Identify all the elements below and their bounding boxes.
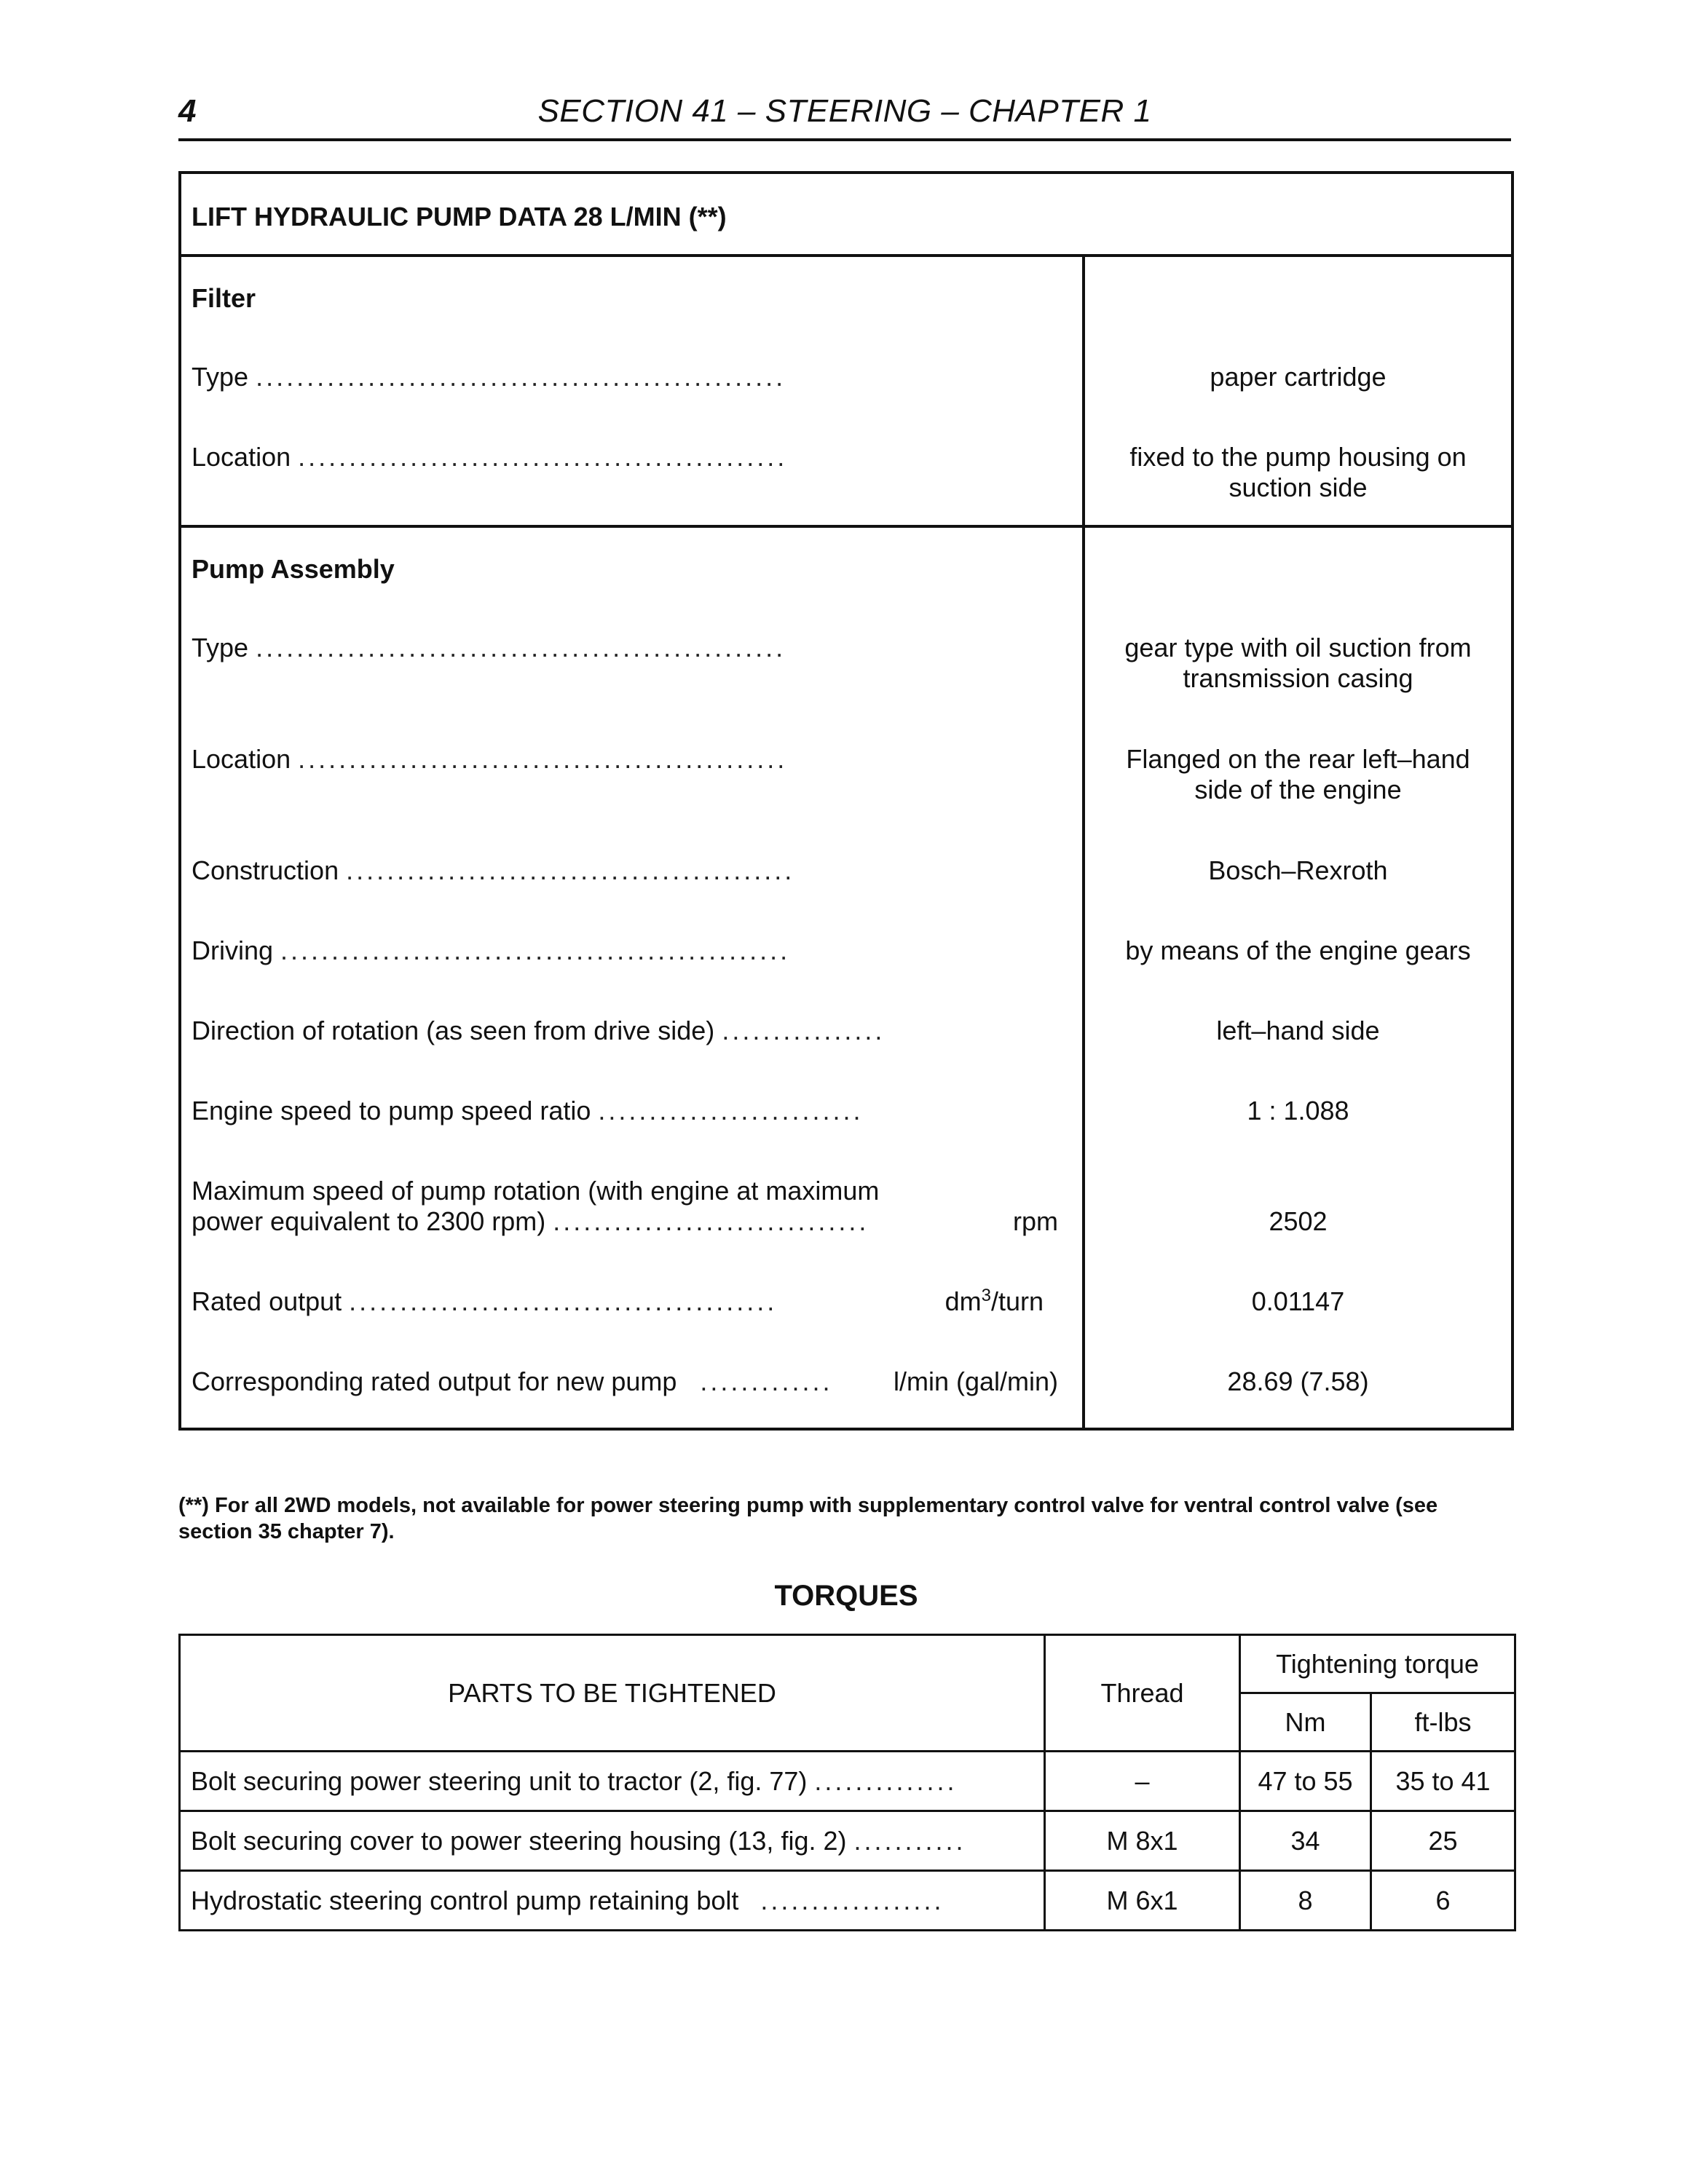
leader-dots: ............................... <box>553 1206 869 1236</box>
new-pump-output-label <box>192 1366 1065 1397</box>
spec-label-text: Corresponding rated output for new pump <box>192 1366 677 1396</box>
pump-data-table <box>178 171 1514 1431</box>
nm-header: Nm <box>1240 1693 1371 1752</box>
column-divider <box>1082 254 1085 1428</box>
page-number: 4 <box>178 93 197 129</box>
rated-output-label <box>192 1286 1065 1317</box>
part-cell <box>180 1871 1045 1931</box>
group-divider <box>181 525 1511 528</box>
spec-label-text: Engine speed to pump speed ratio <box>192 1096 591 1125</box>
max-speed-label <box>192 1176 1065 1237</box>
spec-label-text: Location <box>192 442 291 472</box>
pump-location-value: Flanged on the rear left–hand side of the engine <box>1126 744 1470 804</box>
torques-header-row <box>180 1635 1515 1693</box>
new-pump-output-value: 28.69 (7.58) <box>1227 1366 1369 1396</box>
construction-value: Bosch–Rexroth <box>1208 855 1388 885</box>
spec-label-text: Type <box>192 362 249 392</box>
part-cell <box>180 1811 1045 1871</box>
unit-lmin-galmin: l/min (gal/min) <box>893 1366 1058 1396</box>
spec-label-text: Type <box>192 633 249 662</box>
pump-data-title-row <box>181 174 1511 257</box>
table-row <box>180 1811 1515 1871</box>
rotation-direction-label <box>192 1016 1065 1046</box>
thread-cell: M 8x1 <box>1045 1811 1240 1871</box>
leader-dots: ................................................ <box>298 442 788 472</box>
tightening-torque-header: Tightening torque <box>1240 1635 1515 1693</box>
section-title: SECTION 41 – STEERING – CHAPTER 1 <box>537 93 1152 129</box>
ftlbs-cell: 35 to 41 <box>1371 1752 1515 1811</box>
ftlbs-header: ft-lbs <box>1371 1693 1515 1752</box>
table-row <box>180 1871 1515 1931</box>
thread-cell: M 6x1 <box>1045 1871 1240 1931</box>
rotation-direction-value: left–hand side <box>1216 1016 1380 1045</box>
leader-dots: ........... <box>853 1825 966 1856</box>
pump-type-value: gear type with oil suction from transmission casing <box>1124 633 1472 693</box>
speed-ratio-value: 1 : 1.088 <box>1247 1096 1349 1125</box>
spec-label-text: Rated output <box>192 1286 342 1316</box>
spec-label-text: Driving <box>192 935 274 965</box>
spec-label-text: power equivalent to 2300 rpm) <box>192 1206 546 1236</box>
spec-label-line1: Maximum speed of pump rotation (with engine at maximum <box>192 1176 880 1206</box>
speed-ratio-label <box>192 1096 1065 1126</box>
nm-cell: 34 <box>1240 1811 1371 1871</box>
torques-table <box>178 1634 1516 1931</box>
footnote <box>178 1492 1514 1545</box>
leader-dots: .............. <box>814 1765 958 1796</box>
driving-value: by means of the engine gears <box>1125 935 1471 965</box>
unit-base: dm <box>944 1286 982 1316</box>
footnote-text: For all 2WD models, not available for power steering pump with supplementary control valve for ventral control valve (see section 35 chapter 7). <box>178 1494 1438 1543</box>
page-header <box>178 86 1511 141</box>
max-speed-value: 2502 <box>1269 1206 1328 1236</box>
pump-assembly-heading: Pump Assembly <box>192 554 395 584</box>
unit-tail: /turn <box>990 1286 1044 1316</box>
leader-dots: .......................... <box>598 1096 864 1125</box>
rated-output-value: 0.01147 <box>1251 1286 1345 1316</box>
thread-header: Thread <box>1045 1635 1240 1752</box>
unit-rpm: rpm <box>1013 1206 1058 1236</box>
ftlbs-cell: 25 <box>1371 1811 1515 1871</box>
filter-location-value: fixed to the pump housing on suction side <box>1129 442 1467 502</box>
leader-dots: ............. <box>700 1366 833 1396</box>
spec-label-text: Construction <box>192 855 339 885</box>
footnote-marker: (**) <box>178 1494 209 1517</box>
filter-location-label <box>192 442 1065 472</box>
nm-cell: 8 <box>1240 1871 1371 1931</box>
pump-type-label <box>192 633 1065 663</box>
pump-data-title: LIFT HYDRAULIC PUMP DATA 28 L/MIN (**) <box>192 202 727 232</box>
part-text: Bolt securing power steering unit to tractor (2, fig. 77) <box>191 1765 808 1796</box>
leader-dots: .................................................... <box>256 362 786 392</box>
filter-type-label <box>192 362 1065 392</box>
leader-dots: ................ <box>722 1016 886 1045</box>
spec-label-text: Direction of rotation (as seen from drive side) <box>192 1016 715 1045</box>
torques-title: TORQUES <box>774 1580 918 1612</box>
ftlbs-cell: 6 <box>1371 1871 1515 1931</box>
leader-dots: .......................................... <box>349 1286 778 1316</box>
unit-superscript: 3 <box>981 1286 991 1305</box>
leader-dots: .................................................. <box>280 935 791 965</box>
driving-label <box>192 935 1065 966</box>
leader-dots: .................. <box>760 1885 944 1915</box>
leader-dots: ................................................ <box>298 744 788 774</box>
filter-type-value: paper cartridge <box>1210 362 1387 392</box>
leader-dots: .................................................... <box>256 633 786 662</box>
pump-location-label <box>192 744 1065 775</box>
filter-heading: Filter <box>192 283 256 313</box>
parts-header: PARTS TO BE TIGHTENED <box>180 1635 1045 1752</box>
leader-dots: ............................................ <box>346 855 795 885</box>
part-text: Hydrostatic steering control pump retaining bolt <box>191 1885 739 1915</box>
nm-cell: 47 to 55 <box>1240 1752 1371 1811</box>
part-text: Bolt securing cover to power steering housing (13, fig. 2) <box>191 1825 847 1856</box>
spec-label-text: Location <box>192 744 291 774</box>
unit-dm3-turn <box>945 1281 1044 1317</box>
part-cell <box>180 1752 1045 1811</box>
thread-cell: – <box>1045 1752 1240 1811</box>
table-row <box>180 1752 1515 1811</box>
construction-label <box>192 855 1065 886</box>
